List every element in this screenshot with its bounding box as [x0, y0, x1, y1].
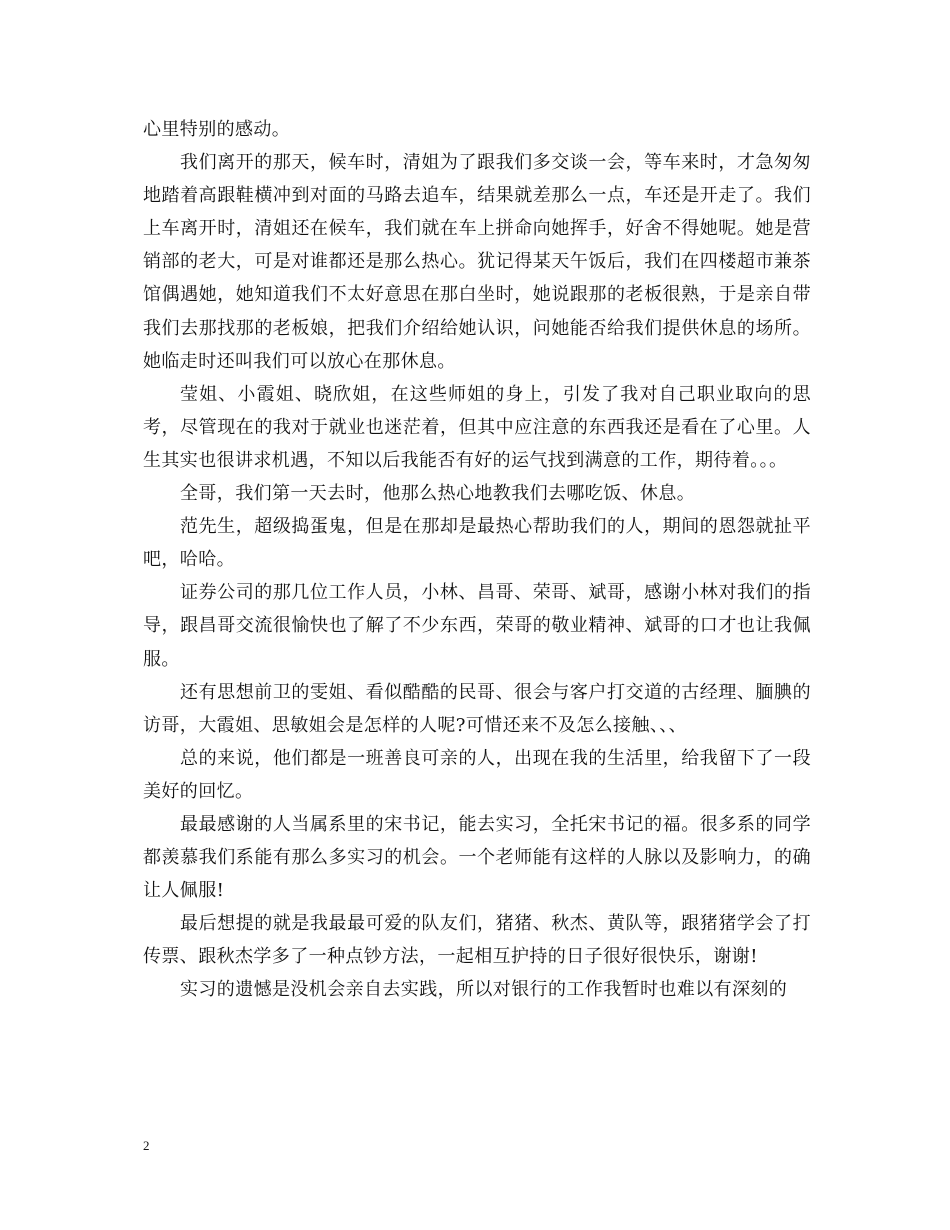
paragraph: 证券公司的那几位工作人员，小林、昌哥、荣哥、斌哥，感谢小林对我们的指导，跟昌哥交流很愉快也了解了不少东西，荣哥的敬业精神、斌哥的口才也让我佩服。: [143, 582, 811, 670]
paragraph: 范先生，超级捣蛋鬼，但是在那却是最热心帮助我们的人，期间的恩怨就扯平吧，哈哈。: [143, 516, 811, 571]
paragraph: 还有思想前卫的雯姐、看似酷酷的民哥、很会与客户打交道的古经理、腼腆的访哥，大霞姐、思敏姐会是怎样的人呢?可惜还来不及怎么接触、、、: [143, 681, 811, 736]
paragraph: 最最感谢的人当属系里的宋书记，能去实习，全托宋书记的福。很多系的同学都羡慕我们系能有那么多实习的机会。一个老师能有这样的人脉以及影响力，的确让人佩服!: [143, 813, 811, 902]
paragraph: 实习的遗憾是没机会亲自去实践，所以对银行的工作我暂时也难以有深刻的: [180, 979, 788, 1001]
body-text: [143, 113, 811, 1007]
page-number: 2: [143, 1138, 150, 1153]
paragraph: 总的来说，他们都是一班善良可亲的人，出现在我的生活里，给我留下了一段美好的回忆。: [143, 747, 811, 802]
paragraph: 全哥，我们第一天去时，他那么热心地教我们去哪吃饭、休息。: [180, 483, 696, 505]
paragraph: 心里特别的感动。: [143, 119, 291, 140]
paragraph: 莹姐、小霞姐、晓欣姐，在这些师姐的身上，引发了我对自己职业取向的思考，尽管现在的我对于就业也迷茫着，但其中应注意的东西我还是看在了心里。人生其实也很讲求机遇，不知以后我能否有好的运气找到满意的工作，期待着。。。: [143, 383, 811, 471]
paragraph: 我们离开的那天，候车时，清姐为了跟我们多交谈一会，等车来时，才急匆匆地踏着高跟鞋横冲到对面的马路去追车，结果就差那么一点，车还是开走了。我们上车离开时，清姐还在候车，我们就在车上拼命向她挥手，好舍不得她呢。她是营销部的老大，可是对谁都还是那么热心。犹记得某天午饭后，我们在四楼超市兼茶馆偶遇她，她知道我们不太好意思在那白坐时，她说跟那的老板很熟，于是亲自带我们去那找那的老板娘，把我们介绍给她认识，问她能否给我们提供休息的场所。她临走时还叫我们可以放心在那休息。: [143, 152, 811, 372]
paragraph: 最后想提的就是我最最可爱的队友们，猪猪、秋杰、黄队等，跟猪猪学会了打传票、跟秋杰学多了一种点钞方法，一起相互护持的日子很好很快乐，谢谢!: [143, 913, 811, 968]
